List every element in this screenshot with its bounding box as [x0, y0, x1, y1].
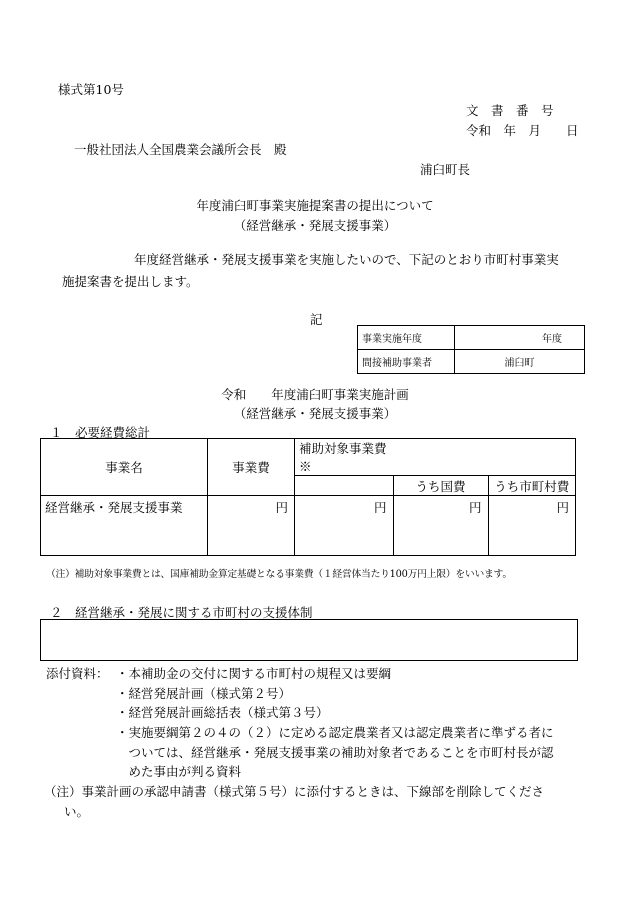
header-national: うち国費 — [393, 476, 488, 496]
attachment-item: ついては、経営継承・発展支援事業の補助対象者であることを市町村長が認 — [116, 745, 554, 760]
attachment-item: めた事由が判る資料 — [116, 764, 242, 779]
header-subsidy: 補助対象事業費※ — [295, 439, 394, 476]
note-2-line-2: い。 — [64, 804, 90, 819]
note-2-line-1: （注）事業計画の承認申請書（様式第５号）に添付するときは、下線部を削除してくださ — [44, 784, 545, 799]
form-number: 様式第10号 — [58, 82, 124, 97]
sender: 浦臼町長 — [420, 162, 471, 177]
cell-national-yen: 円 — [393, 496, 488, 556]
title-line-1: 年度浦臼町事業実施提案書の提出について — [196, 198, 434, 213]
info-table — [357, 325, 585, 374]
title-line-2: （経営継承・発展支援事業） — [233, 218, 397, 233]
indirect-value: 浦臼町 — [455, 350, 585, 374]
section-1-heading: １ 必要経費総計 — [50, 425, 151, 440]
row-project-name: 経営継承・発展支援事業 — [41, 496, 208, 556]
ki-heading: 記 — [310, 312, 323, 327]
header-project-cost: 事業費 — [208, 439, 295, 496]
attachment-item: ・経営発展計画（様式第２号） — [116, 686, 292, 701]
cost-table — [40, 438, 576, 556]
header-project-name: 事業名 — [41, 439, 208, 496]
cell-cost-yen: 円 — [208, 496, 295, 556]
attachments-label: 添付資料： — [46, 666, 109, 681]
year-label: 事業実施年度 — [358, 326, 455, 350]
document-number-label: 文 書 番 号 — [466, 103, 554, 118]
addressee: 一般社団法人全国農業会議所会長 殿 — [74, 142, 287, 157]
year-value: 年度 — [455, 326, 585, 350]
indirect-label: 間接補助事業者 — [358, 350, 455, 374]
cell-subsidy-yen: 円 — [295, 496, 394, 556]
note-1: （注）補助対象事業費とは、国庫補助金算定基礎となる事業費（１経営体当たり100万円上限）をいいます。 — [46, 569, 512, 580]
attachment-item: ・本補助金の交付に関する市町村の規程又は要綱 — [116, 666, 392, 681]
header-municipal: うち市町村費 — [488, 476, 576, 496]
plan-title-1: 令和 年度浦臼町事業実施計画 — [221, 387, 409, 402]
attachment-item: ・実施要綱第２の４の（２）に定める認定農業者又は認定農業者に準ずる者に — [116, 725, 554, 740]
support-system-box — [40, 619, 578, 661]
body-line-1: 年度経営継承・発展支援事業を実施したいので、下記のとおり市町村事業実 — [134, 252, 559, 267]
cell-municipal-yen: 円 — [488, 496, 576, 556]
section-2-heading: ２ 経営継承・発展に関する市町村の支援体制 — [50, 605, 313, 620]
plan-title-2: （経営継承・発展支援事業） — [233, 406, 397, 421]
date-label: 令和 年 月 日 — [466, 123, 579, 138]
body-line-2: 施提案書を提出します。 — [62, 274, 199, 289]
attachment-item: ・経営発展計画総括表（様式第３号） — [116, 705, 329, 720]
